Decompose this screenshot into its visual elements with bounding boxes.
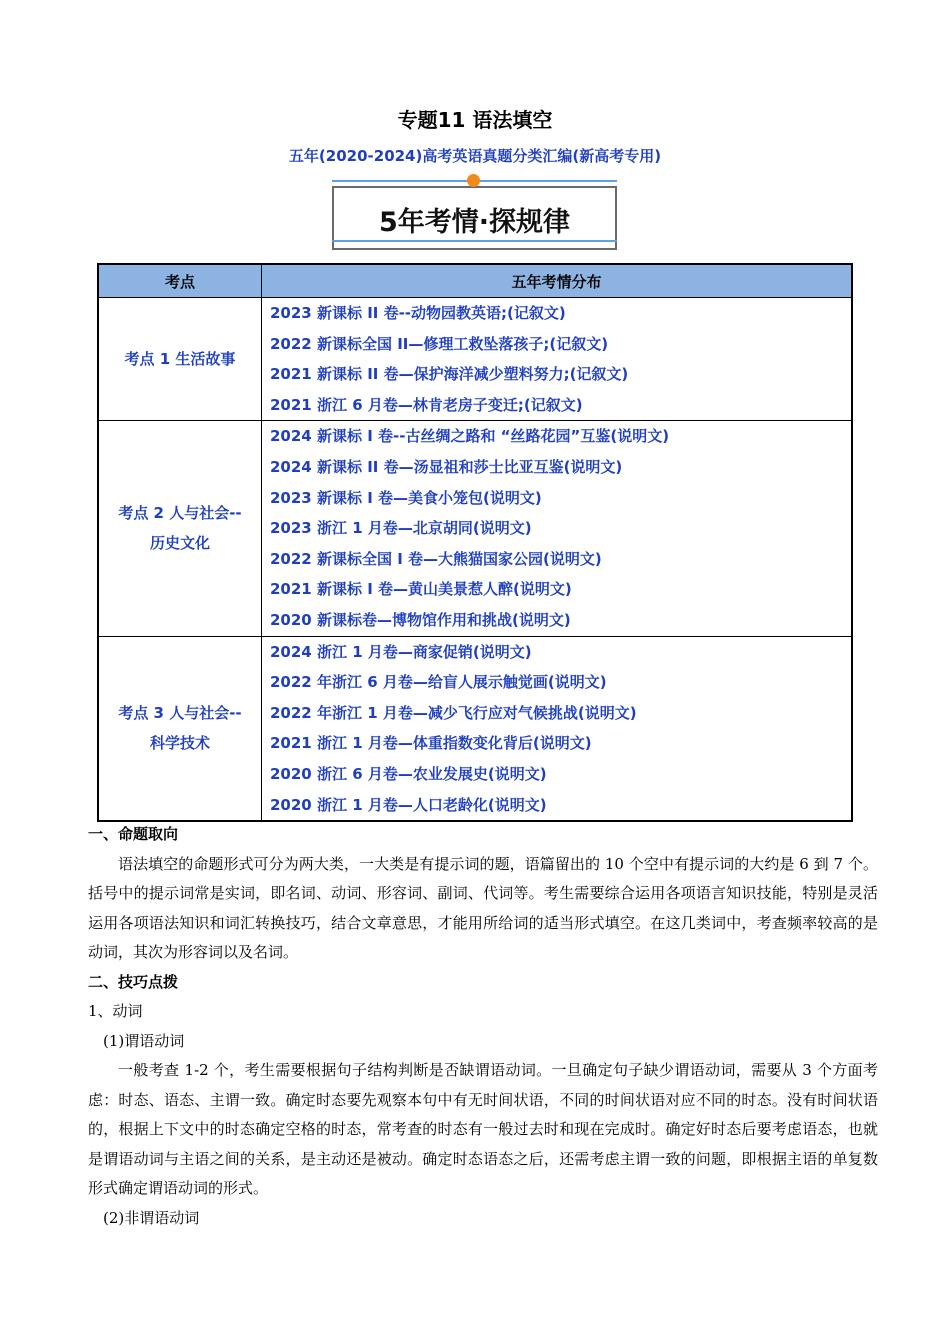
table-row bbox=[98, 298, 852, 421]
list-item: 2024 新课标 I 卷--古丝绸之路和 “丝路花园”互鉴(说明文) bbox=[270, 427, 670, 446]
table-header-row bbox=[98, 264, 852, 298]
table-header-distribution: 五年考情分布 bbox=[262, 264, 853, 298]
table-header-topic: 考点 bbox=[98, 264, 262, 298]
list-item: 2022 新课标全国 II—修理工救坠落孩子;(记叙文) bbox=[270, 334, 609, 353]
topic-label: 考点 2 人与社会-- bbox=[118, 504, 242, 523]
list-item: 2020 浙江 1 月卷—人口老龄化(说明文) bbox=[270, 795, 547, 814]
page-subtitle: 五年(2020-2024)高考英语真题分类汇编(新高考专用) bbox=[288, 147, 662, 165]
topic-cell bbox=[98, 421, 262, 636]
list-item: 2023 浙江 1 月卷—北京胡同(说明文) bbox=[270, 519, 532, 538]
list-item: 2023 新课标 II 卷--动物园教英语;(记叙文) bbox=[270, 304, 566, 322]
item-verb: 1、动词 bbox=[88, 1002, 143, 1020]
list-item: 2022 新课标全国 I 卷—大熊猫国家公园(说明文) bbox=[270, 549, 602, 568]
table-row bbox=[98, 636, 852, 821]
sub-item-predicate-verb: (1)谓语动词 bbox=[103, 1031, 185, 1050]
topic-label: 考点 1 生活故事 bbox=[124, 350, 236, 369]
list-item: 2022 年浙江 1 月卷—减少飞行应对气候挑战(说明文) bbox=[270, 703, 637, 722]
topic-label-line2: 历史文化 bbox=[149, 534, 210, 553]
badge-text: 5年考情·探规律 bbox=[378, 207, 571, 238]
section1-paragraph: 语法填空的命题形式可分为两大类，一大类是有提示词的题，语篇留出的 10 个空中有提示词的大约是 6 到 7 个。括号中的提示词常是实词，即名词、动词、形容词、副词、代词等。考生需要综合运用各项语言知识技能，特别是灵活运用各项语法知识和词汇转换技巧，结合文章意思，才能用所给词的适当形式填空。在这几类词中，考查频率较高的是动词，其次为形容词以及名词。 bbox=[88, 854, 878, 961]
table-row bbox=[98, 421, 852, 636]
items-cell bbox=[262, 298, 853, 421]
list-item: 2021 新课标 II 卷—保护海洋减少塑料努力;(记叙文) bbox=[270, 365, 629, 384]
section-heading-1: 一、命题取向 bbox=[88, 825, 179, 843]
section-heading-2: 二、技巧点拨 bbox=[88, 972, 179, 991]
page-title: 专题11 语法填空 bbox=[397, 108, 553, 132]
topic-label: 考点 3 人与社会-- bbox=[118, 704, 242, 723]
topic-label-line2: 科学技术 bbox=[149, 734, 210, 753]
list-item: 2022 年浙江 6 月卷—给盲人展示触觉画(说明文) bbox=[270, 673, 607, 692]
list-item: 2021 浙江 1 月卷—体重指数变化背后(说明文) bbox=[270, 734, 592, 753]
topic-cell bbox=[98, 636, 262, 821]
predicate-verb-paragraph: 一般考查 1-2 个，考生需要根据句子结构判断是否缺谓语动词。一旦确定句子缺少谓语动词，需要从 3 个方面考虑：时态、语态、主谓一致。确定时态要先观察本句中有无时间状语，不同的时间状语对应不同的时态。没有时间状语的，根据上下文中的时态确定空格的时态，常考查的时态有一般过去时和现在完成时。确定好时态后要考虑语态，也就是谓语动词与主语之间的关系，是主动还是被动。确定时态语态之后，还需考虑主谓一致的问题，即根据主语的单复数形式确定谓语动词的形式。 bbox=[88, 1061, 878, 1197]
list-item: 2020 新课标卷—博物馆作用和挑战(说明文) bbox=[270, 610, 571, 629]
exam-distribution-table bbox=[97, 263, 853, 822]
badge-dot-icon bbox=[467, 174, 480, 187]
badge-bottom-line bbox=[332, 240, 617, 242]
topic-cell bbox=[98, 298, 262, 421]
body-content bbox=[88, 820, 878, 1233]
list-item: 2020 浙江 6 月卷—农业发展史(说明文) bbox=[270, 764, 547, 783]
list-item: 2021 新课标 I 卷—黄山美景惹人醉(说明文) bbox=[270, 580, 572, 599]
list-item: 2021 浙江 6 月卷—林肯老房子变迁;(记叙文) bbox=[270, 395, 583, 414]
items-cell bbox=[262, 636, 853, 821]
section-badge bbox=[332, 180, 617, 250]
list-item: 2024 新课标 II 卷—汤显祖和莎士比亚互鉴(说明文) bbox=[270, 457, 623, 476]
sub-item-non-predicate-verb: (2)非谓语动词 bbox=[103, 1208, 200, 1227]
items-cell bbox=[262, 421, 853, 636]
list-item: 2024 浙江 1 月卷—商家促销(说明文) bbox=[270, 642, 532, 661]
list-item: 2023 新课标 I 卷—美食小笼包(说明文) bbox=[270, 488, 542, 507]
